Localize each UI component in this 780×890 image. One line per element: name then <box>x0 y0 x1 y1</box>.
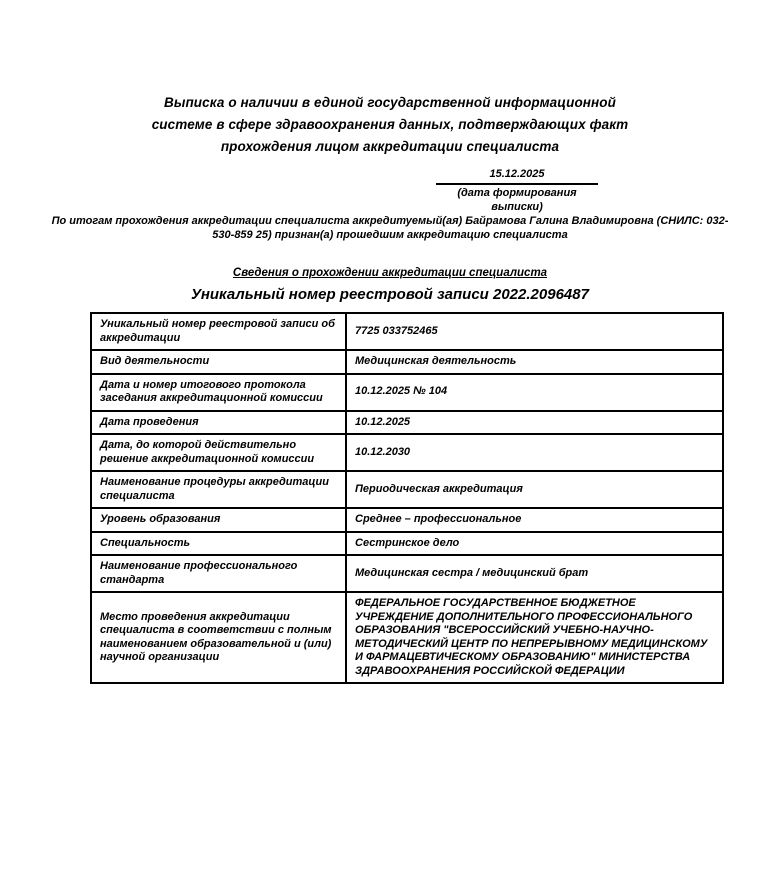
row-value: 10.12.2025 <box>346 411 723 435</box>
row-label: Уникальный номер реестровой записи об аккредитации <box>91 313 346 350</box>
row-value: 10.12.2030 <box>346 434 723 471</box>
document-title-line-2: системе в сфере здравоохранения данных, подтверждающих факт <box>151 117 629 132</box>
row-label: Уровень образования <box>91 508 346 532</box>
intro-paragraph: По итогам прохождения аккредитации специалиста аккредитуемый(ая) Байрамова Галина Владимировна (СНИЛС: 032-530-859 25) признан(а) прошедшим аккредитацию специалиста <box>51 215 729 241</box>
row-label: Наименование профессионального стандарта <box>91 555 346 592</box>
row-value: ФЕДЕРАЛЬНОЕ ГОСУДАРСТВЕННОЕ БЮДЖЕТНОЕ УЧРЕЖДЕНИЕ ДОПОЛНИТЕЛЬНОГО ПРОФЕССИОНАЛЬНОГО ОБРАЗОВАНИЯ "ВСЕРОССИЙСКИЙ УЧЕБНО-НАУЧНО-МЕТОДИЧЕСКИЙ ЦЕНТР ПО НЕПРЕРЫВНОМУ МЕДИЦИНСКОМУ И ФАРМАЦЕВТИЧЕСКОМУ ОБРАЗОВАНИЮ" МИНИСТЕРСТВА ЗДРАВООХРАНЕНИЯ РОССИЙСКОЙ ФЕДЕРАЦИИ <box>346 592 723 683</box>
section-heading: Сведения о прохождении аккредитации специалиста <box>232 267 548 279</box>
row-label: Наименование процедуры аккредитации специалиста <box>91 471 346 508</box>
row-label: Специальность <box>91 532 346 556</box>
table-row <box>91 508 723 532</box>
table-row <box>91 532 723 556</box>
row-label: Дата проведения <box>91 411 346 435</box>
row-label: Место проведения аккредитации специалиста в соответствии с полным наименованием образовательной и (или) научной организации <box>91 592 346 683</box>
row-label: Вид деятельности <box>91 350 346 374</box>
table-row <box>91 592 723 683</box>
row-value: Периодическая аккредитация <box>346 471 723 508</box>
issue-date-caption: (дата формирования выписки) <box>457 187 577 213</box>
registry-number-heading: Уникальный номер реестровой записи 2022.2096487 <box>191 286 589 303</box>
row-value: Сестринское дело <box>346 532 723 556</box>
accreditation-table <box>90 312 724 684</box>
row-value: Медицинская сестра / медицинский брат <box>346 555 723 592</box>
table-row <box>91 350 723 374</box>
table-row <box>91 411 723 435</box>
document-title <box>85 92 695 158</box>
row-value: 7725 033752465 <box>346 313 723 350</box>
table-row <box>91 471 723 508</box>
row-value: Медицинская деятельность <box>346 350 723 374</box>
row-label: Дата, до которой действительно решение аккредитационной комиссии <box>91 434 346 471</box>
row-value: Среднее – профессиональное <box>346 508 723 532</box>
document-title-line-1: Выписка о наличии в единой государственной информационной <box>163 95 616 110</box>
table-row <box>91 374 723 411</box>
table-row <box>91 313 723 350</box>
row-value: 10.12.2025 № 104 <box>346 374 723 411</box>
issue-date-block <box>436 167 598 214</box>
document-title-line-3: прохождения лицом аккредитации специалиста <box>220 139 560 154</box>
row-label: Дата и номер итогового протокола заседания аккредитационной комиссии <box>91 374 346 411</box>
table-row <box>91 434 723 471</box>
issue-date: 15.12.2025 <box>436 167 598 185</box>
table-row <box>91 555 723 592</box>
